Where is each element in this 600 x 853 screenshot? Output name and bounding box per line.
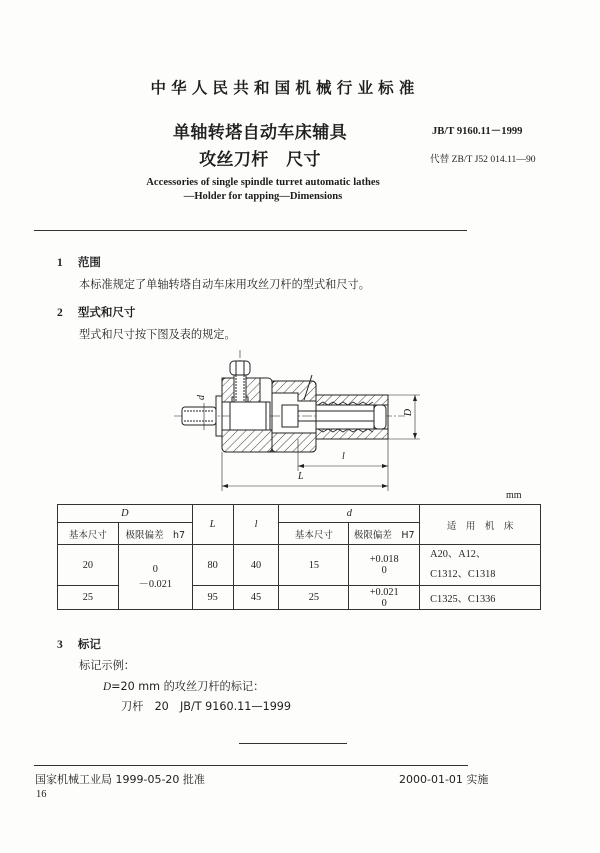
dim-label-d: d (196, 395, 207, 400)
cell-d: 15 (279, 545, 349, 586)
section-title: 范围 (77, 255, 101, 269)
section-number: 2 (57, 307, 63, 319)
replaces-standard: 代替 ZB/T J52 014.11—90 (430, 154, 536, 165)
header-l: l (233, 505, 279, 545)
cell-L: 95 (192, 586, 233, 610)
section-title: 标记 (77, 637, 101, 651)
section-1-heading (57, 251, 101, 270)
standard-title-cn-line2: 攻丝刀杆 尺寸 (199, 150, 321, 170)
header-machines: 适 用 机 床 (420, 505, 541, 545)
section-2-body: 型式和尺寸按下图及表的规定。 (79, 328, 236, 341)
issuing-organization: 中华人民共和国机械行业标准 (150, 79, 420, 97)
header-D-tol: 极限偏差 h7 (118, 523, 192, 545)
tol-upper: +0.018 (369, 554, 399, 565)
cell-d-tol (349, 586, 420, 610)
header-d-tol: 极限偏差 H7 (349, 523, 420, 545)
tol-upper: 0 (152, 564, 158, 575)
tol-lower: 0 (381, 565, 387, 576)
cell-L: 80 (192, 545, 233, 586)
section-3-heading (57, 633, 101, 652)
dim-label-l: l (342, 451, 345, 462)
section-number: 3 (57, 639, 63, 651)
header-L: L (192, 505, 233, 545)
machines-line: C1325、C1336 (430, 594, 496, 605)
marking-example-code: 刀杆 20 JB/T 9160.11—1999 (121, 700, 292, 713)
standard-number: JB/T 9160.11－1999 (432, 126, 523, 137)
unit-label: mm (506, 490, 522, 501)
header-D-basic: 基本尺寸 (58, 523, 119, 545)
cell-d-tol (349, 545, 420, 586)
table-row (58, 545, 541, 586)
cell-machines (420, 586, 541, 610)
marking-example-label: 标记示例： (79, 659, 135, 672)
desc-text: =20 mm 的攻丝刀杆的标记： (111, 680, 265, 693)
page-number: 16 (36, 789, 47, 800)
end-rule (239, 743, 347, 744)
dimensions-table (57, 504, 541, 610)
dim-label-D: D (403, 408, 415, 417)
tol-upper: +0.021 (369, 586, 399, 598)
header-d-basic: 基本尺寸 (279, 523, 349, 545)
tol-lower: －0.021 (138, 579, 172, 590)
var-D: D (103, 681, 112, 693)
footer-divider (34, 765, 468, 766)
dim-label-L: L (298, 471, 304, 482)
marking-example-desc (103, 678, 264, 694)
cell-d: 25 (279, 586, 349, 610)
machines-line: A20、A12、 (430, 549, 487, 560)
section-2-heading (57, 301, 135, 320)
cell-D: 20 (58, 545, 119, 586)
cell-l: 45 (233, 586, 279, 610)
header-D: D (58, 505, 193, 523)
header-d: d (279, 505, 420, 523)
section-number: 1 (57, 257, 63, 269)
standard-title-en-line2: —Holder for tapping—Dimensions (183, 191, 343, 202)
standard-title-en-line1: Accessories of single spindle turret automatic lathes (146, 177, 380, 188)
section-1-body: 本标准规定了单轴转塔自动车床用攻丝刀杆的型式和尺寸。 (79, 278, 370, 291)
standard-title-cn-line1: 单轴转塔自动车床辅具 (173, 123, 347, 143)
section-title: 型式和尺寸 (77, 305, 136, 319)
header-divider (34, 230, 467, 231)
cell-D: 25 (58, 586, 119, 610)
cell-l: 40 (233, 545, 279, 586)
machines-line: C1312、C1318 (430, 569, 496, 580)
cell-machines (420, 545, 541, 586)
cell-D-tol (118, 545, 192, 610)
effective-date: 2000-01-01 实施 (399, 773, 489, 786)
approval-info: 国家机械工业局 1999-05-20 批准 (35, 773, 205, 786)
tol-lower: 0 (381, 597, 387, 609)
